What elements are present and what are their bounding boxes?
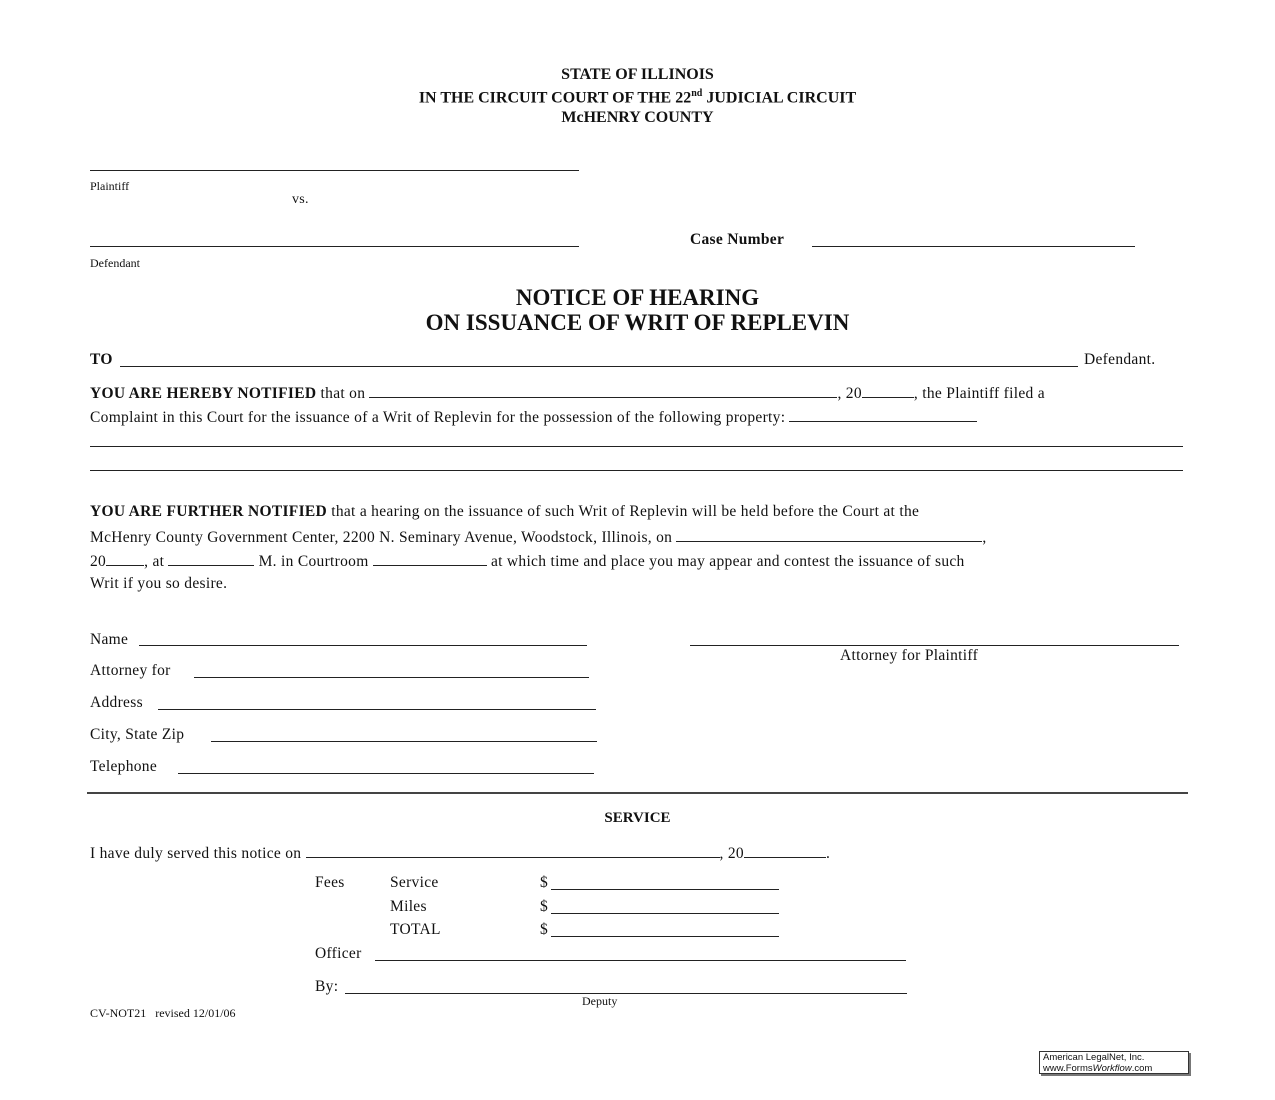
notice2-line3 [90, 551, 965, 571]
text: that on [316, 385, 370, 402]
attorney-signature-field[interactable] [690, 645, 1179, 646]
text: . [825, 845, 831, 862]
text: , 20 [837, 385, 862, 402]
form-id: CV-NOT21 revised 12/01/06 [90, 1006, 236, 1020]
filing-year-field[interactable] [862, 383, 914, 398]
telephone-field[interactable] [178, 773, 594, 774]
case-number-field[interactable] [812, 246, 1135, 247]
officer-field[interactable] [375, 960, 906, 961]
deputy-label: Deputy [582, 994, 618, 1008]
served-year-field[interactable] [744, 843, 826, 858]
fee-total-label: TOTAL [390, 921, 441, 938]
publisher-logo [1039, 1051, 1189, 1074]
notice1-line2 [90, 407, 977, 427]
text: at which time and place you may appear and contest the issuance of such [486, 553, 965, 570]
text: , the Plaintiff filed a [913, 385, 1045, 402]
fees-label: Fees [315, 874, 345, 891]
logo-line1: American LegalNet, Inc. [1043, 1052, 1145, 1063]
title-line2: ON ISSUANCE OF WRIT OF REPLEVIN [425, 310, 850, 335]
section-divider [87, 792, 1188, 794]
vs-label: vs. [292, 192, 309, 207]
service-heading: SERVICE [604, 810, 671, 826]
to-suffix: Defendant. [1084, 351, 1156, 368]
logo-text: www.Forms [1043, 1063, 1093, 1074]
fee-service-field[interactable] [551, 889, 779, 890]
fee-miles-field[interactable] [551, 913, 779, 914]
notice2-bold: YOU ARE FURTHER NOTIFIED [90, 503, 328, 520]
text: McHenry County Government Center, 2200 N. Seminary Avenue, Woodstock, Illinois, on [90, 529, 677, 546]
text: 20 [90, 553, 107, 570]
served-line [90, 843, 830, 863]
city-label: City, State Zip [90, 726, 185, 743]
notice2-line4: Writ if you so desire. [90, 575, 228, 592]
city-field[interactable] [211, 741, 597, 742]
courtroom-field[interactable] [373, 551, 487, 566]
served-date-field[interactable] [306, 843, 720, 858]
court-sup: nd [691, 88, 703, 99]
filing-date-field[interactable] [369, 383, 837, 398]
text: , 20 [719, 845, 744, 862]
plaintiff-field[interactable] [90, 170, 579, 171]
attorney-for-label: Attorney for [90, 662, 171, 679]
property-field-3[interactable] [90, 470, 1183, 471]
attorney-for-field[interactable] [194, 677, 589, 678]
text: that a hearing on the issuance of such Writ of Replevin will be held before the Court at the [327, 503, 920, 520]
fee-service-currency: $ [540, 874, 549, 891]
title-line1: NOTICE OF HEARING [515, 285, 760, 310]
logo-text: Workflow [1092, 1063, 1132, 1074]
text: , [982, 529, 987, 546]
address-label: Address [90, 694, 143, 711]
hearing-date-field[interactable] [676, 527, 982, 542]
notice2-line1 [90, 503, 919, 521]
fee-total-currency: $ [540, 921, 549, 938]
telephone-label: Telephone [90, 758, 158, 775]
header-state: STATE OF ILLINOIS [561, 66, 714, 83]
court-text-end: JUDICIAL CIRCUIT [702, 89, 857, 107]
case-number-label: Case Number [690, 231, 785, 248]
hearing-year-field[interactable] [106, 551, 144, 566]
name-field[interactable] [139, 645, 587, 646]
to-field[interactable] [120, 366, 1078, 367]
by-label: By: [315, 978, 339, 995]
logo-text: .com [1131, 1063, 1153, 1074]
notice1-bold: YOU ARE HEREBY NOTIFIED [90, 385, 317, 402]
text: , at [144, 553, 169, 570]
to-label: TO [90, 351, 113, 368]
notice1-line1 [90, 383, 1045, 403]
logo-line2 [1043, 1063, 1188, 1074]
address-field[interactable] [158, 709, 596, 710]
property-field[interactable] [789, 407, 977, 422]
fee-miles-label: Miles [390, 898, 427, 915]
text: M. in Courtroom [254, 553, 373, 570]
property-field-2[interactable] [90, 446, 1183, 447]
fee-service-label: Service [390, 874, 439, 891]
officer-label: Officer [315, 945, 362, 962]
header-county: McHENRY COUNTY [561, 109, 714, 126]
defendant-field[interactable] [90, 246, 579, 247]
text: I have duly served this notice on [90, 845, 306, 862]
fee-miles-currency: $ [540, 898, 549, 915]
text: Complaint in this Court for the issuance of a Writ of Replevin for the possession of the following property: [90, 409, 790, 426]
name-label: Name [90, 631, 129, 648]
defendant-label: Defendant [90, 256, 140, 270]
court-text: IN THE CIRCUIT COURT OF THE 22 [418, 89, 692, 107]
hearing-time-field[interactable] [168, 551, 254, 566]
by-field[interactable] [345, 993, 907, 994]
plaintiff-label: Plaintiff [90, 179, 130, 193]
notice2-line2 [90, 527, 987, 547]
header-court [0, 88, 1275, 107]
attorney-signature-label: Attorney for Plaintiff [840, 647, 979, 664]
fee-total-field[interactable] [551, 936, 779, 937]
